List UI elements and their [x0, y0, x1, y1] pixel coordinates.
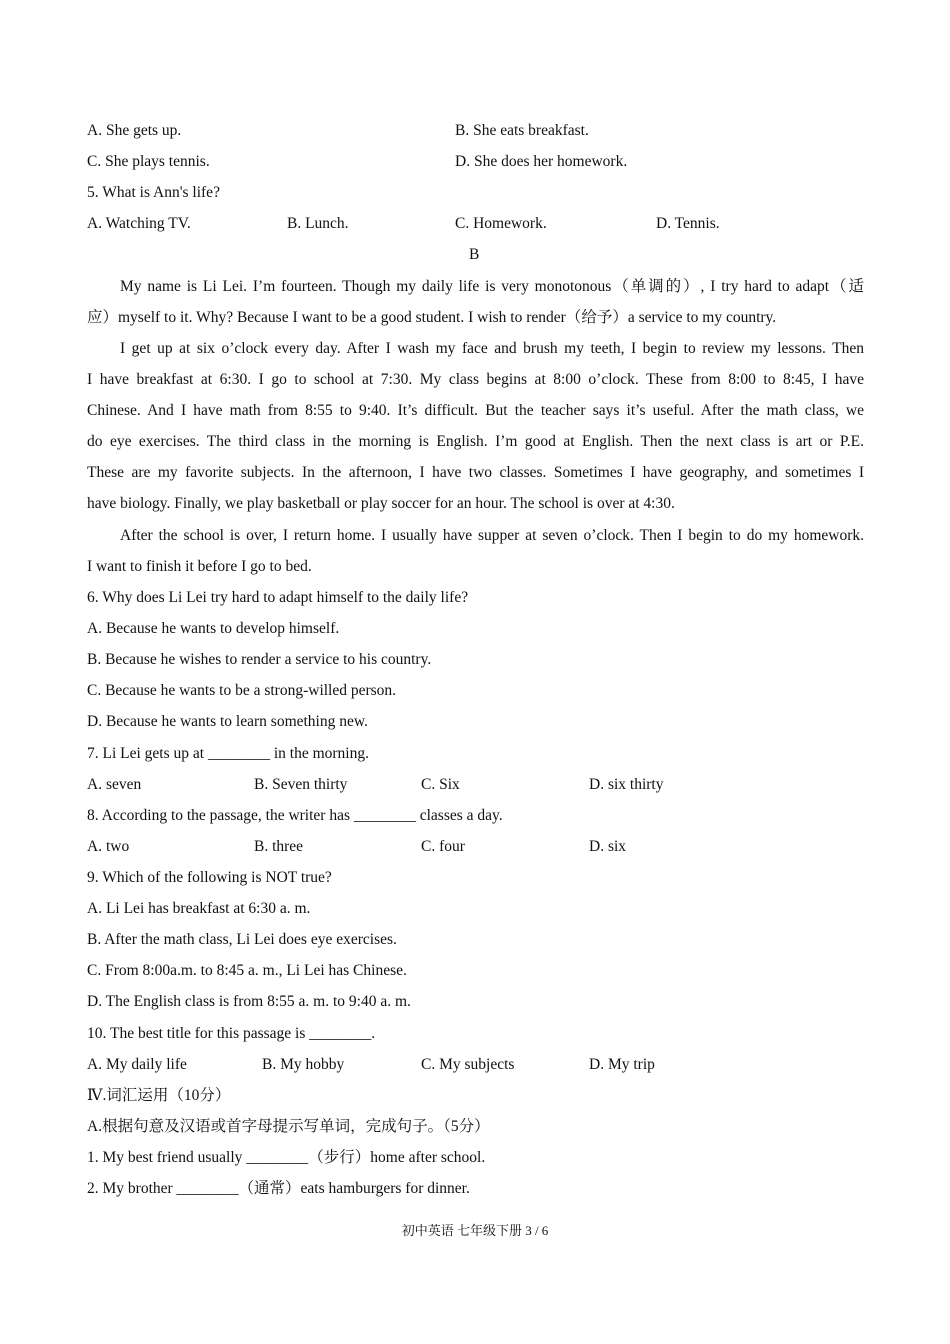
question-9: 9. Which of the following is NOT true?: [87, 869, 332, 886]
vocab-item: 2. My brother ________（通常）eats hamburgers for dinner.: [87, 1180, 470, 1197]
passage-line: Chinese. And I have math from 8:55 to 9:40. It’s difficult. But the teacher says it’s useful. After the math class, we: [87, 402, 864, 420]
option-line: A. seven: [87, 776, 142, 793]
subsection-heading: A.根据句意及汉语或首字母提示写单词，完成句子。（5分）: [87, 1118, 490, 1135]
option-line: B. three: [254, 838, 304, 855]
question-6: 6. Why does Li Lei try hard to adapt himself to the daily life?: [87, 589, 469, 606]
question-7: 7. Li Lei gets up at ________ in the morning.: [87, 745, 369, 762]
option-line: D. Tennis.: [656, 215, 720, 232]
passage-line: do eye exercises. The third class in the morning is English. I’m good at English. Then the next class is art or P.E.: [87, 433, 864, 451]
option-line: A. She gets up.: [87, 122, 182, 139]
option-line: B. Lunch.: [287, 215, 349, 232]
page-footer: 初中英语 七年级下册 3 / 6: [401, 1223, 549, 1238]
option-line: D. Because he wants to learn something new.: [87, 713, 368, 730]
option-line: D. My trip: [589, 1056, 655, 1073]
section-heading: Ⅳ.词汇运用（10分）: [87, 1087, 231, 1104]
passage-line: 应）myself to it. Why? Because I want to be a good student. I wish to render（给予）a service to my country.: [87, 309, 777, 327]
passage-line: These are my favorite subjects. In the afternoon, I have two classes. Sometimes I have geography, and sometimes I: [87, 464, 864, 482]
option-line: A. Because he wants to develop himself.: [87, 620, 340, 637]
option-line: B. She eats breakfast.: [455, 122, 589, 139]
option-line: C. Homework.: [455, 215, 547, 232]
passage-paragraph: [87, 333, 864, 520]
section-title: B: [469, 246, 480, 263]
option-line: C. My subjects: [421, 1056, 515, 1073]
passage-line: I have breakfast at 6:30. I go to school at 7:30. My class begins at 8:00 o’clock. These from 8:00 to 8:45, I have: [87, 371, 864, 389]
passage-line: My name is Li Lei. I’m fourteen. Though my daily life is very monotonous（单调的）, I try hard to adapt（适: [120, 278, 864, 295]
question-8: 8. According to the passage, the writer has ________ classes a day.: [87, 807, 503, 824]
option-line: A. Watching TV.: [87, 215, 191, 232]
passage-paragraph: [87, 271, 864, 333]
option-line: B. Because he wishes to render a service to his country.: [87, 651, 432, 668]
question-5: 5. What is Ann's life?: [87, 184, 220, 201]
option-line: B. After the math class, Li Lei does eye exercises.: [87, 931, 397, 948]
option-line: A. My daily life: [87, 1056, 187, 1073]
option-line: B. Seven thirty: [254, 776, 348, 793]
option-line: C. From 8:00a.m. to 8:45 a. m., Li Lei has Chinese.: [87, 962, 407, 979]
passage-paragraph: [87, 520, 864, 582]
option-line: D. The English class is from 8:55 a. m. to 9:40 a. m.: [87, 993, 411, 1010]
question-10: 10. The best title for this passage is ________.: [87, 1025, 376, 1042]
passage-line: After the school is over, I return home. I usually have supper at seven o’clock. Then I begin to do my homework.: [120, 527, 864, 544]
option-line: B. My hobby: [262, 1056, 345, 1073]
option-line: C. four: [421, 838, 465, 855]
vocab-item: 1. My best friend usually ________（步行）home after school.: [87, 1149, 486, 1166]
option-line: D. six thirty: [589, 776, 664, 793]
option-line: A. Li Lei has breakfast at 6:30 a. m.: [87, 900, 311, 917]
passage-line: I want to finish it before I go to bed.: [87, 558, 312, 576]
passage-line: have biology. Finally, we play basketball or play soccer for an hour. The school is over at 4:30.: [87, 495, 675, 513]
option-line: C. Because he wants to be a strong-willed person.: [87, 682, 397, 699]
option-line: D. six: [589, 838, 627, 855]
option-line: D. She does her homework.: [455, 153, 628, 170]
passage-line: I get up at six o’clock every day. After I wash my face and brush my teeth, I begin to review my lessons. Then: [120, 340, 864, 357]
option-line: A. two: [87, 838, 130, 855]
option-line: C. She plays tennis.: [87, 153, 210, 170]
option-line: C. Six: [421, 776, 460, 793]
